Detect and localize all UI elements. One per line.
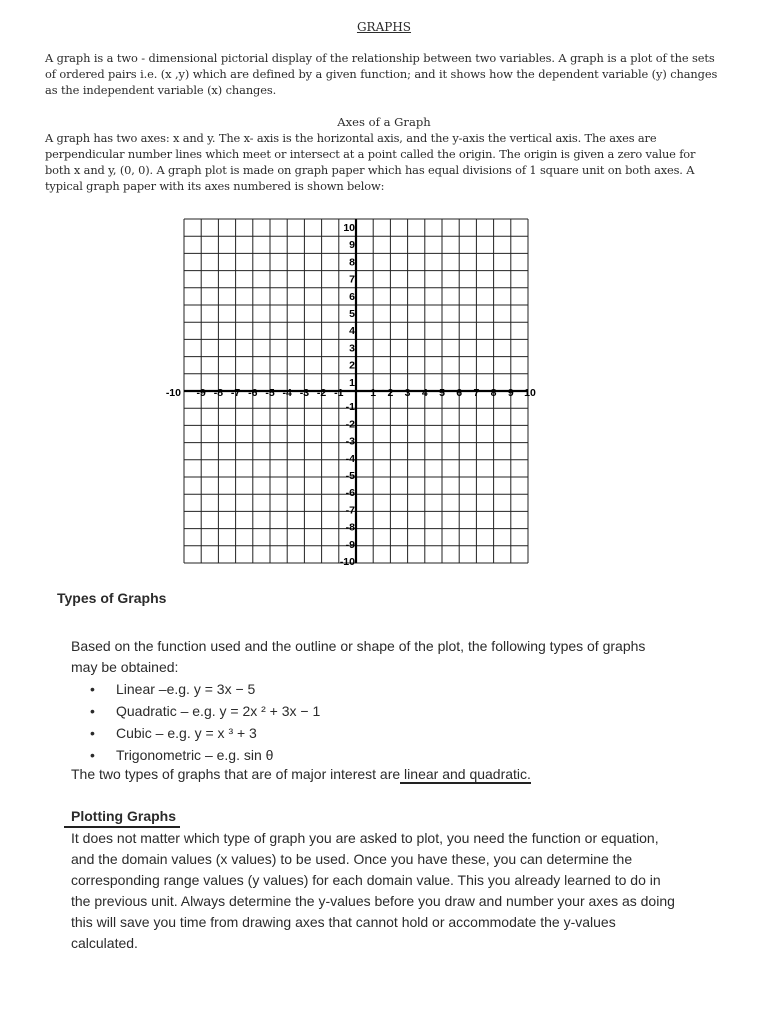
x-tick-label: -1 xyxy=(334,387,344,399)
y-tick-label: 7 xyxy=(349,273,355,286)
x-tick-label: -10 xyxy=(165,387,181,399)
y-tick-label: 2 xyxy=(349,359,355,372)
bullet-icon: • xyxy=(90,747,95,763)
x-tick-label: 7 xyxy=(473,387,480,399)
y-tick-label: 8 xyxy=(349,256,355,269)
x-tick-label: 1 xyxy=(370,387,377,399)
major-interest-underlined: linear and quadratic. xyxy=(400,766,531,782)
x-tick-label: 3 xyxy=(404,387,411,399)
x-tick-label: 2 xyxy=(387,387,394,399)
y-tick-label: -6 xyxy=(345,487,355,500)
plotting-paragraph: It does not matter which type of graph you are asked to plot, you need the function or equation, and the domain values (x values) to be used. Once you have these, you can determine the corresponding range values (y values) for each domain value. This you already learned to do in the previous unit. Always determine the y-values before you draw and number your axes as doing this will save you time from drawing axes that cannot hold or accommodate the y-values calculated. xyxy=(71,830,675,951)
x-tick-label: -2 xyxy=(316,387,327,399)
x-tick-label: -5 xyxy=(265,387,275,399)
list-item xyxy=(90,722,320,744)
y-tick-label: 9 xyxy=(349,239,355,252)
y-tick-label: -7 xyxy=(345,504,355,517)
y-tick-label: -9 xyxy=(345,538,355,551)
graph-paper-svg xyxy=(160,208,550,570)
list-item-text: Linear –e.g. y = 3x − 5 xyxy=(116,681,256,697)
x-tick-label: -8 xyxy=(213,387,224,399)
x-tick-label: 9 xyxy=(507,387,514,399)
x-tick-label: -6 xyxy=(248,387,258,399)
types-intro: Based on the function used and the outline or shape of the plot, the following types of graphs may be obtained: xyxy=(71,638,646,675)
y-tick-label: 10 xyxy=(343,222,355,234)
y-tick-label: -8 xyxy=(345,521,355,534)
list-item xyxy=(90,744,320,766)
x-tick-label: -9 xyxy=(196,387,206,399)
bullet-icon: • xyxy=(90,725,95,741)
axes-paragraph: A graph has two axes: x and y. The x- axis is the horizontal axis, and the y-axis the vertical axis. The axes are perpendicular number lines which meet or intersect at a point called the origin. The origin is given a zero value for both x and y, (0, 0). A graph plot is made on graph paper which has equal divisions of 1 square unit on both axes. A typical graph paper with its axes numbered is shown below: xyxy=(45,131,696,193)
types-list xyxy=(90,678,320,766)
y-tick-label: -1 xyxy=(345,401,355,414)
graph-paper xyxy=(160,208,550,570)
y-tick-label: -2 xyxy=(345,418,355,431)
y-tick-label: 4 xyxy=(349,325,355,338)
x-tick-label: 4 xyxy=(421,387,428,399)
major-interest-prefix: The two types of graphs that are of major interest are xyxy=(71,766,401,782)
list-item xyxy=(90,678,320,700)
list-item-text: Cubic – e.g. y = x ³ + 3 xyxy=(116,725,257,741)
x-tick-label: -7 xyxy=(230,387,241,399)
y-tick-label: 5 xyxy=(349,308,355,320)
y-tick-label: -4 xyxy=(345,452,355,465)
x-tick-label: 10 xyxy=(524,387,536,399)
y-tick-label: -3 xyxy=(345,435,355,448)
page-title: GRAPHS xyxy=(356,20,412,34)
y-tick-label: 6 xyxy=(349,290,355,303)
bullet-icon: • xyxy=(90,681,95,697)
axes-heading: Axes of a Graph xyxy=(337,115,431,129)
list-item-text: Quadratic – e.g. y = 2x ² + 3x − 1 xyxy=(116,703,321,719)
x-tick-label: 5 xyxy=(439,387,445,399)
list-item xyxy=(90,700,320,722)
list-item-text: Trigonometric – e.g. sin θ xyxy=(116,747,274,763)
intro-paragraph: A graph is a two - dimensional pictorial display of the relationship between two variables. A graph is a plot of the sets of ordered pairs i.e. (x ,y) which are defined by a given function; and it shows how the dependent variable (y) changes as the independent variable (x) changes. xyxy=(45,51,718,97)
x-tick-label: -4 xyxy=(282,387,292,399)
x-tick-label: 6 xyxy=(456,387,463,399)
x-tick-label: -3 xyxy=(299,387,310,399)
y-tick-label: -5 xyxy=(345,470,355,482)
y-tick-label: 3 xyxy=(349,342,355,355)
bullet-icon: • xyxy=(90,703,95,719)
major-interest-line xyxy=(71,766,531,782)
x-tick-label: 8 xyxy=(490,387,497,399)
y-tick-label: -10 xyxy=(339,556,355,568)
plotting-heading: Plotting Graphs xyxy=(71,808,176,824)
y-tick-label: 1 xyxy=(349,376,355,389)
types-heading: Types of Graphs xyxy=(57,590,167,606)
